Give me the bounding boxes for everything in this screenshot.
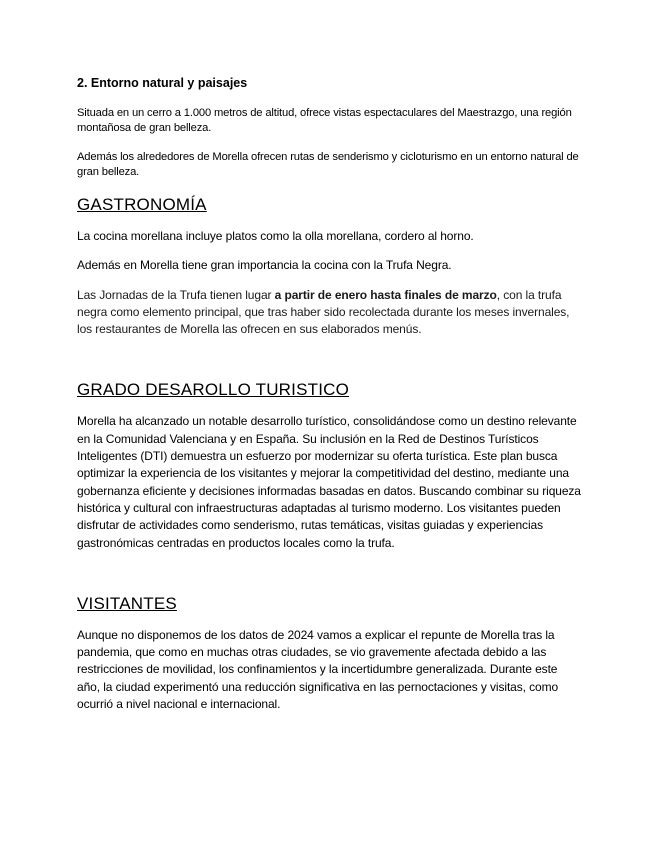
paragraph-alrededores: Además los alrededores de Morella ofrecen rutas de senderismo y cicloturismo en un entorno natural de gran belleza. xyxy=(77,151,579,178)
paragraph-cocina-morellana: La cocina morellana incluye platos como la olla morellana, cordero al horno. xyxy=(77,229,474,243)
section-heading-entorno-natural: 2. Entorno natural y paisajes xyxy=(77,76,248,90)
section-spacer xyxy=(77,350,582,379)
document-content xyxy=(77,74,582,725)
jornadas-dates-bold: a partir de enero hasta finales de marzo xyxy=(274,287,497,302)
section-heading-gastronomia: GASTRONOMÍA xyxy=(77,195,207,214)
jornadas-text-start: Las Jornadas de la Trufa tienen lugar xyxy=(77,287,275,302)
section-heading-visitantes: VISITANTES xyxy=(77,593,177,613)
paragraph-trufa-negra: Además en Morella tiene gran importancia la cocina con la Trufa Negra. xyxy=(77,258,452,273)
paragraph-visitantes: Aunque no disponemos de los datos de 2024 vamos a explicar el repunte de Morella tras la pandemia, que como en muchas otras ciudades, se vio gravemente afectada debido a las restricciones de movilidad, los confinamientos y la incertidumbre generalizada. Durante este año, la ciudad experimentó una reducción significativa en las pernoctaciones y visitas, como ocurrió a nivel nacional e internacional. xyxy=(77,627,559,712)
paragraph-situacion: Situada en un cerro a 1.000 metros de altitud, ofrece vistas espectaculares del Maestrazgo, una región montañosa de gran belleza. xyxy=(77,107,572,134)
paragraph-jornadas-trufa xyxy=(77,287,582,339)
paragraph-desarrollo-turistico: Morella ha alcanzado un notable desarrollo turístico, consolidándose como un destino relevante en la Comunidad Valenciana y en España. Su inclusión en la Red de Destinos Turísticos Inteligentes (DTI) demuestra un esfuerzo por modernizar su oferta turística. Este plan busca optimizar la experiencia de los visitantes y mejorar la competitividad del destino, mediante una gobernanza eficiente y decisiones informadas basadas en datos. Buscando combinar su riqueza histórica y cultural con infraestructuras adaptadas al turismo moderno. Los visitantes pueden disfrutar de actividades como senderismo, rutas temáticas, visitas guiadas y experiencias gastronómicas centradas en productos locales como la trufa. xyxy=(77,414,581,550)
section-spacer xyxy=(77,564,582,593)
section-heading-desarrollo-turistico: GRADO DESAROLLO TURISTICO xyxy=(77,380,350,400)
jornadas-text-end: , con la trufa negra como elemento principal, que tras haber sido recolectada durante los meses invernales, los restaurantes de Morella las ofrecen en sus elaborados menús. xyxy=(77,287,570,337)
